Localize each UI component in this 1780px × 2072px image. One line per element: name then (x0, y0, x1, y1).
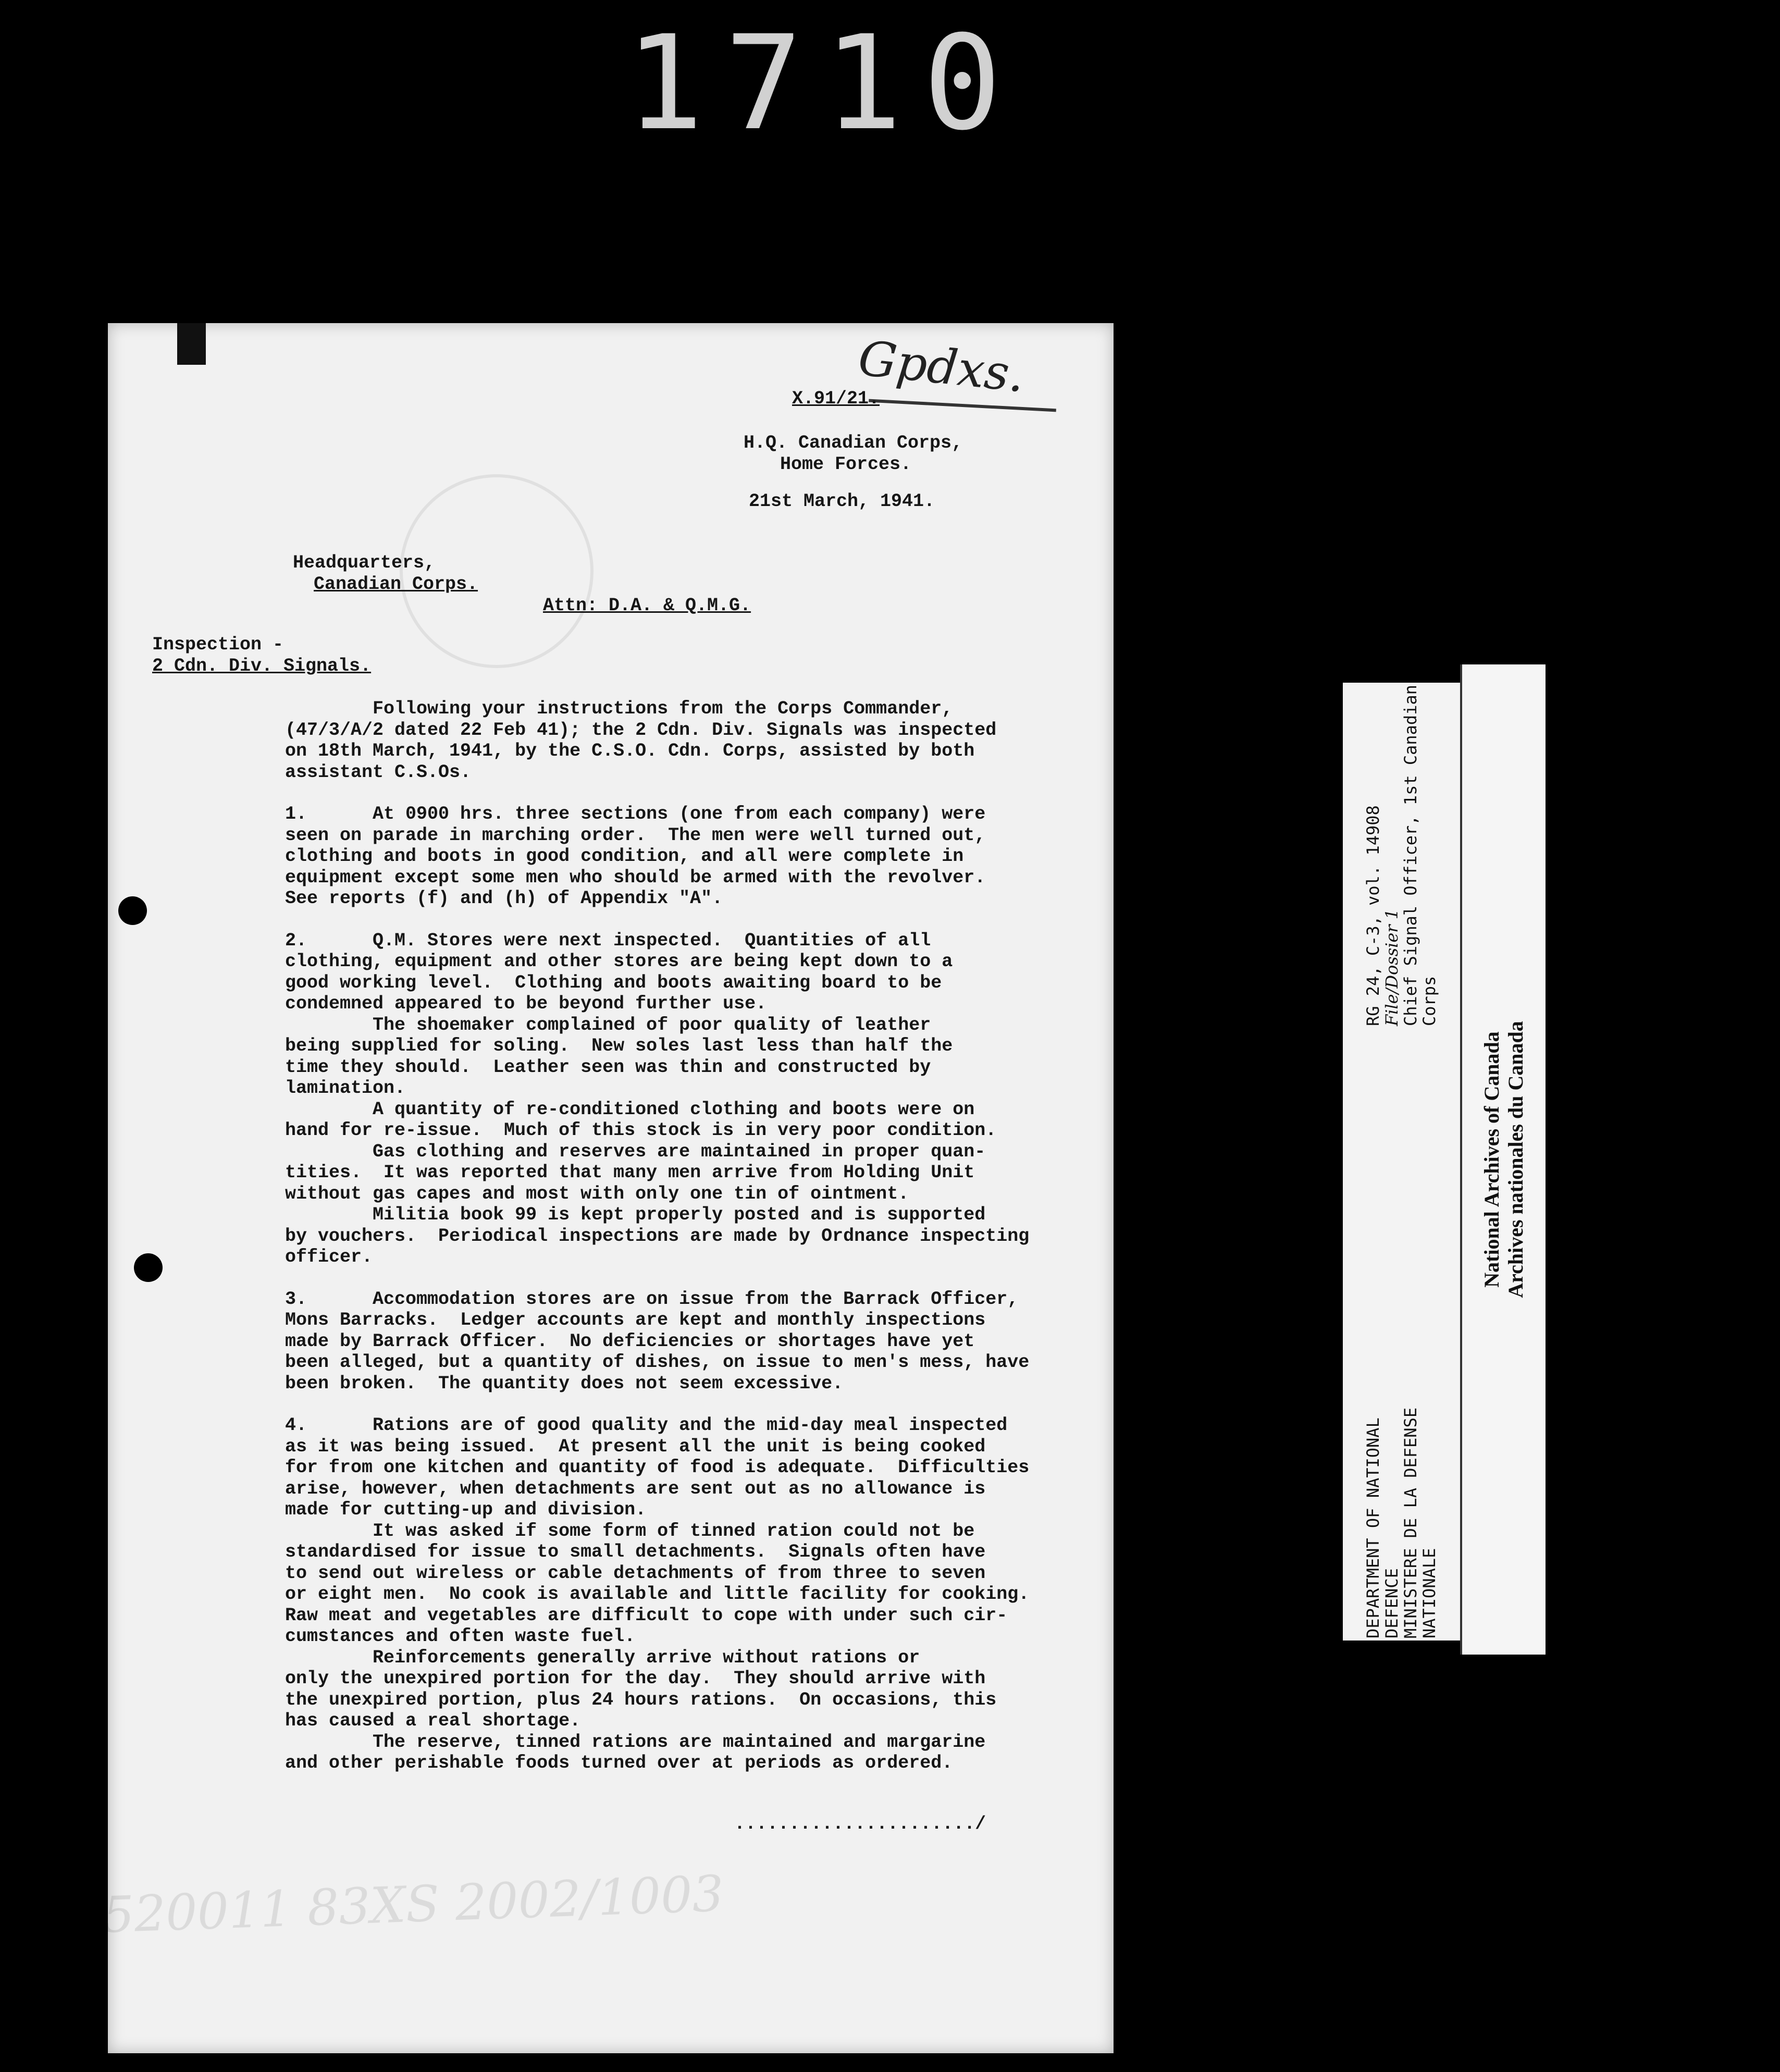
subject-block (152, 634, 371, 676)
text-line: A quantity of re-conditioned clothing and boots were on (285, 1099, 975, 1120)
file-label-text (1364, 685, 1439, 1638)
file-dossier: File/Dossier 1 (1382, 908, 1402, 1027)
text-line: to send out wireless or cable detachments of from three to seven (285, 1562, 986, 1584)
text-line: as it was being issued. At present all the unit is being cooked (285, 1436, 986, 1457)
text-line: been broken. The quantity does not seem excessive. (285, 1373, 844, 1394)
handwritten-underline (869, 399, 1056, 412)
department-line: DEPARTMENT OF NATIONAL (1363, 1417, 1383, 1638)
text-line: cumstances and often waste fuel. (285, 1626, 636, 1647)
text-line: arise, however, when detachments are sent out as no allowance is (285, 1478, 986, 1499)
file-title-line: Corps (1419, 976, 1439, 1027)
paragraph-4 (285, 1415, 1119, 1774)
text-line: by vouchers. Periodical inspections are made by Ordnance inspecting (285, 1225, 1030, 1247)
paragraph-1 (285, 804, 1119, 909)
text-line: only the unexpired portion for the day. They should arrive with (285, 1668, 986, 1689)
text-line: for from one kitchen and quantity of food is adequate. Difficulties (285, 1457, 1030, 1478)
text-line: 2. Q.M. Stores were next inspected. Quantities of all (285, 930, 931, 951)
text-line: 3. Accommodation stores are on issue from the Barrack Officer, (285, 1288, 1019, 1310)
text-line: made by Barrack Officer. No deficiencies or shortages have yet (285, 1330, 975, 1352)
text-line: Militia book 99 is kept properly posted and is supported (285, 1204, 986, 1225)
text-line: The reserve, tinned rations are maintained and margarine (285, 1731, 986, 1753)
text-line: The shoemaker complained of poor quality of leather (285, 1014, 931, 1035)
subject-line: 2 Cdn. Div. Signals. (152, 655, 372, 676)
text-line: clothing and boots in good condition, and all were complete in (285, 846, 964, 867)
sender-line: H.Q. Canadian Corps, (744, 433, 963, 453)
text-line: Gas clothing and reserves are maintained in proper quan- (285, 1141, 986, 1162)
letter-body (285, 698, 1119, 1774)
addressee-line: Headquarters, (293, 552, 436, 573)
text-line: assistant C.S.Os. (285, 761, 472, 783)
text-line: hand for re-issue. Much of this stock is in very poor condition. (285, 1120, 997, 1141)
sender-line: Home Forces. (780, 453, 912, 475)
text-line: has caused a real shortage. (285, 1710, 581, 1731)
archive-name-en: National Archives of Canada (1480, 1031, 1503, 1288)
paragraph-2 (285, 930, 1119, 1268)
text-line: lamination. (285, 1078, 406, 1099)
archive-stamp-text (1480, 899, 1528, 1420)
subject-line: Inspection - (152, 634, 284, 655)
department-line: DEFENCE (1382, 1568, 1402, 1638)
paragraph-3 (285, 1289, 1119, 1395)
text-line: Following your instructions from the Corps Commander, (285, 698, 953, 719)
text-line: 1. At 0900 hrs. three sections (one from each company) were (285, 804, 986, 824)
department-line: NATIONALE (1419, 1548, 1439, 1638)
handwritten-annotation: Gpdxs. (856, 330, 1028, 403)
reference-number: X.91/21. (792, 388, 880, 409)
document-page (102, 323, 1114, 2053)
text-line: officer. (285, 1247, 373, 1267)
text-line: seen on parade in marching order. The men were well turned out, (285, 824, 986, 846)
text-line: (47/3/A/2 dated 22 Feb 41); the 2 Cdn. Div. Signals was inspected (285, 719, 997, 741)
addressee-line: Canadian Corps. (314, 573, 478, 595)
sender-block (744, 433, 962, 475)
file-title-line: Chief Signal Officer, 1st Canadian (1401, 685, 1420, 1027)
continuation-mark: ....................../ (734, 1814, 986, 1834)
text-line: equipment except some men who should be armed with the revolver. (285, 867, 986, 888)
text-line: being supplied for soling. New soles last less than half the (285, 1035, 953, 1056)
corner-mark (177, 323, 206, 365)
archive-file-label (1343, 683, 1460, 1641)
text-line: See reports (f) and (h) of Appendix "A". (285, 888, 723, 909)
addressee-block (293, 552, 478, 595)
text-line: or eight men. No cook is available and little facility for cooking. (285, 1584, 1030, 1605)
text-line: Raw meat and vegetables are difficult to cope with under such cir- (285, 1605, 1008, 1626)
text-line: made for cutting-up and division. (285, 1499, 647, 1520)
text-line: Reinforcements generally arrive without rations or (285, 1647, 920, 1668)
text-line: and other perishable foods turned over at periods as ordered. (285, 1753, 953, 1773)
text-line: standardised for issue to small detachments. Signals often have (285, 1541, 986, 1562)
punch-hole-lower (134, 1253, 163, 1282)
intro-paragraph (285, 698, 1119, 783)
text-line: time they should. Leather seen was thin and constructed by (285, 1056, 931, 1078)
bleed-through-text: 520011 83XS 2002/1003 (102, 1865, 725, 1944)
frame-number: 1710 (625, 7, 1023, 159)
text-line: the unexpired portion, plus 24 hours rations. On occasions, this (285, 1689, 997, 1710)
text-line: good working level. Clothing and boots awaiting board to be (285, 972, 942, 993)
archive-reference: RG 24, C-3, vol. 14908 (1363, 805, 1383, 1027)
text-line: It was asked if some form of tinned ration could not be (285, 1520, 975, 1541)
text-line: clothing, equipment and other stores are being kept down to a (285, 951, 953, 972)
department-column (1364, 1408, 1439, 1638)
attention-line: Attn: D.A. & Q.M.G. (543, 595, 751, 616)
reference-column (1364, 685, 1439, 1026)
text-line: been alleged, but a quantity of dishes, on issue to men's mess, have (285, 1352, 1030, 1373)
punch-hole-upper (118, 896, 147, 925)
archive-stamp-strip (1460, 664, 1546, 1655)
text-line: tities. It was reported that many men arrive from Holding Unit (285, 1162, 975, 1183)
text-line: condemned appeared to be beyond further use. (285, 993, 767, 1014)
text-line: 4. Rations are of good quality and the mid-day meal inspected (285, 1415, 1008, 1436)
text-line: on 18th March, 1941, by the C.S.O. Cdn. Corps, assisted by both (285, 741, 975, 761)
text-line: without gas capes and most with only one tin of ointment. (285, 1183, 909, 1204)
text-line: Mons Barracks. Ledger accounts are kept and monthly inspections (285, 1310, 986, 1330)
letter-date: 21st March, 1941. (749, 491, 935, 512)
archive-name-fr: Archives nationales du Canada (1504, 1021, 1527, 1298)
department-line: MINISTERE DE LA DEFENSE (1401, 1407, 1420, 1638)
